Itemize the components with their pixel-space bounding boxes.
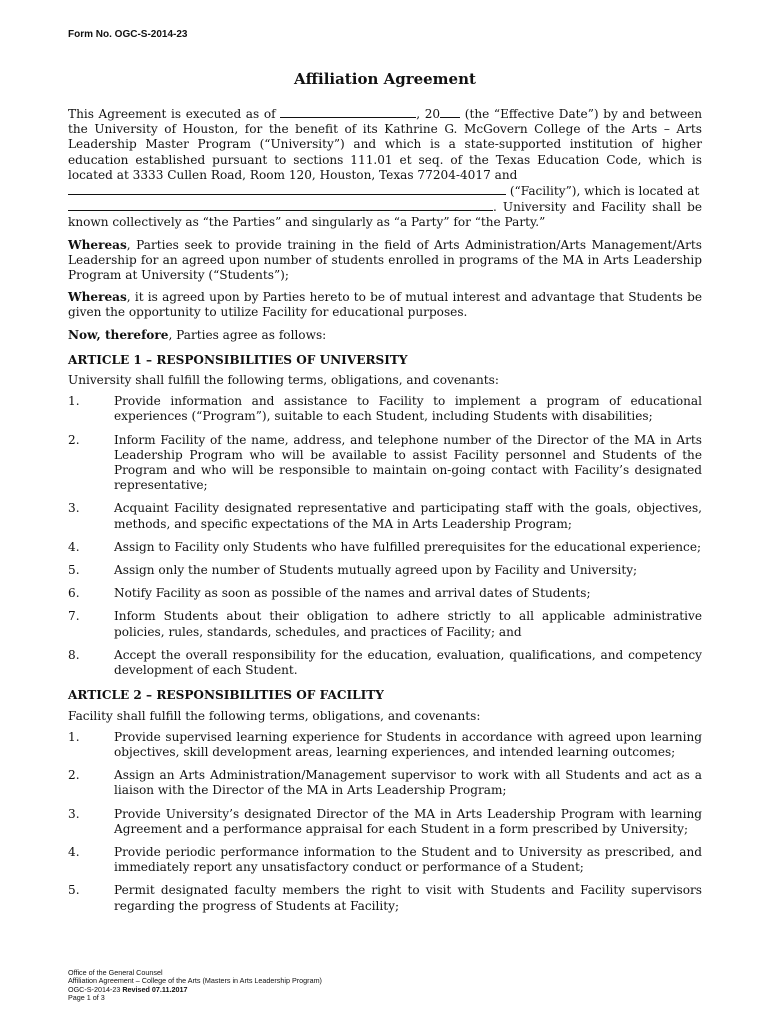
list-item — [68, 845, 702, 875]
article-2-list — [68, 730, 702, 914]
year-blank[interactable] — [440, 106, 460, 118]
now-therefore-text: , Parties agree as follows: — [168, 327, 327, 342]
effective-date-blank[interactable] — [280, 106, 416, 118]
list-item — [68, 883, 702, 913]
whereas-label: Whereas — [68, 237, 127, 252]
intro-text-a: This Agreement is executed as of — [68, 107, 281, 121]
list-item — [68, 540, 702, 555]
facility-address-blank[interactable] — [68, 199, 493, 211]
item-number: 5. — [68, 883, 80, 898]
item-text: Provide information and assistance to Facility to implement a program of educational experiences (“Program”), suitable to each Student, including Students with disabilities; — [114, 394, 702, 424]
item-text: Acquaint Facility designated representative and participating staff with the goals, objectives, methods, and specific expectations of the MA in Arts Leadership Program; — [114, 501, 702, 531]
item-text: Assign to Facility only Students who have fulfilled prerequisites for the educational experience; — [114, 539, 702, 554]
item-text: Provide University’s designated Director of the MA in Arts Leadership Program with learning Agreement and a performance appraisal for each Student in a form prescribed by University; — [114, 806, 702, 836]
whereas-paragraph-2 — [68, 290, 702, 320]
item-text: Provide supervised learning experience for Students in accordance with agreed upon learning objectives, skill development areas, learning experiences, and intended learning outcomes; — [114, 729, 702, 759]
article-2-lead: Facility shall fulfill the following terms, obligations, and covenants: — [68, 708, 481, 723]
item-text: Assign only the number of Students mutually agreed upon by Facility and University; — [114, 563, 638, 578]
item-number: 5. — [68, 563, 80, 578]
item-text: Notify Facility as soon as possible of the names and arrival dates of Students; — [114, 586, 591, 601]
list-item — [68, 501, 702, 531]
article-1-heading: ARTICLE 1 – RESPONSIBILITIES OF UNIVERSITY — [68, 352, 408, 367]
footer-document-title: Affiliation Agreement – College of the Arts (Masters in Arts Leadership Program) — [68, 976, 322, 986]
item-number: 2. — [68, 432, 80, 447]
footer-page-number: Page 1 of 3 — [68, 992, 105, 1002]
intro-text-b: , 20 — [416, 107, 441, 121]
item-number: 1. — [68, 394, 80, 409]
page-footer — [68, 969, 322, 1002]
list-item — [68, 648, 702, 678]
item-text: Permit designated faculty members the right to visit with Students and Facility supervisors regarding the progress of Students at Facility; — [114, 883, 702, 913]
intro-text-e: . University and Facility shall be known collectively as “the Parties” and singularly as “a Party” for “the Party.” — [68, 200, 702, 230]
now-therefore-label: Now, therefore — [68, 327, 169, 342]
list-item — [68, 768, 702, 798]
now-therefore-paragraph — [68, 328, 702, 343]
list-item — [68, 433, 702, 494]
intro-paragraph — [68, 106, 702, 231]
item-text: Inform Facility of the name, address, and telephone number of the Director of the MA in Arts Leadership Program who will be available to assist Facility personnel and Students of the Program and who will be responsible to maintain on-going contact with Facility’s designated representative; — [114, 432, 702, 493]
item-number: 4. — [68, 844, 80, 859]
item-text: Assign an Arts Administration/Management supervisor to work with all Students and act as a liaison with the Director of the MA in Arts Leadership Program; — [114, 768, 702, 798]
intro-text-c: (the “Effective Date”) by and between the University of Houston, for the benefit of its Kathrine G. McGovern College of the Arts – Arts Leadership Master Program (“University”) and which is a state-supported institution of higher education established pursuant to sections 111.01 et seq. of the Texas Education Code, which is located at 3333 Cullen Road, Room 120, Houston, Texas 77204-4017 and — [68, 107, 703, 182]
footer-form-code: OGC-S-2014-23 — [68, 984, 123, 994]
item-number: 1. — [68, 729, 80, 744]
document-title: Affiliation Agreement — [294, 70, 476, 88]
article-1-lead: University shall fulfill the following terms, obligations, and covenants: — [68, 373, 499, 388]
item-text: Inform Students about their obligation to adhere strictly to all applicable administrative policies, rules, standards, schedules, and practices of Facility; and — [114, 609, 702, 639]
item-number: 6. — [68, 586, 80, 601]
whereas-text: , it is agreed upon by Parties hereto to be of mutual interest and advantage that Students be given the opportunity to utilize Facility for educational purposes. — [68, 290, 702, 320]
whereas-paragraph-1 — [68, 238, 702, 284]
footer-office: Office of the General Counsel — [68, 968, 163, 977]
whereas-label: Whereas — [68, 290, 127, 305]
list-item — [68, 730, 702, 760]
item-number: 8. — [68, 647, 80, 662]
intro-text-d: (“Facility”), which is located at — [506, 184, 700, 199]
list-item — [68, 609, 702, 639]
footer-revised-date: Revised 07.11.2017 — [122, 984, 188, 994]
item-number: 7. — [68, 609, 80, 624]
list-item — [68, 394, 702, 424]
list-item — [68, 563, 702, 578]
facility-name-blank[interactable] — [68, 183, 506, 195]
form-number: Form No. OGC-S-2014-23 — [68, 29, 188, 40]
list-item — [68, 807, 702, 837]
item-number: 3. — [68, 501, 80, 516]
article-2-heading: ARTICLE 2 – RESPONSIBILITIES OF FACILITY — [68, 688, 384, 703]
item-text: Provide periodic performance information to the Student and to University as prescribed, and immediately report any unsatisfactory conduct or performance of a Student; — [114, 844, 702, 875]
item-number: 2. — [68, 768, 80, 783]
footer-revision — [68, 986, 322, 994]
item-number: 3. — [68, 806, 80, 821]
article-1-list — [68, 394, 702, 678]
list-item — [68, 586, 702, 601]
whereas-text: , Parties seek to provide training in the field of Arts Administration/Arts Management/Arts Leadership for an agreed upon number of students enrolled in programs of the MA in Arts Leadership Program at University (“Students”); — [68, 237, 702, 283]
item-text: Accept the overall responsibility for the education, evaluation, qualifications, and competency development of each Student. — [114, 647, 702, 678]
item-number: 4. — [68, 539, 80, 554]
document-body — [68, 106, 702, 922]
